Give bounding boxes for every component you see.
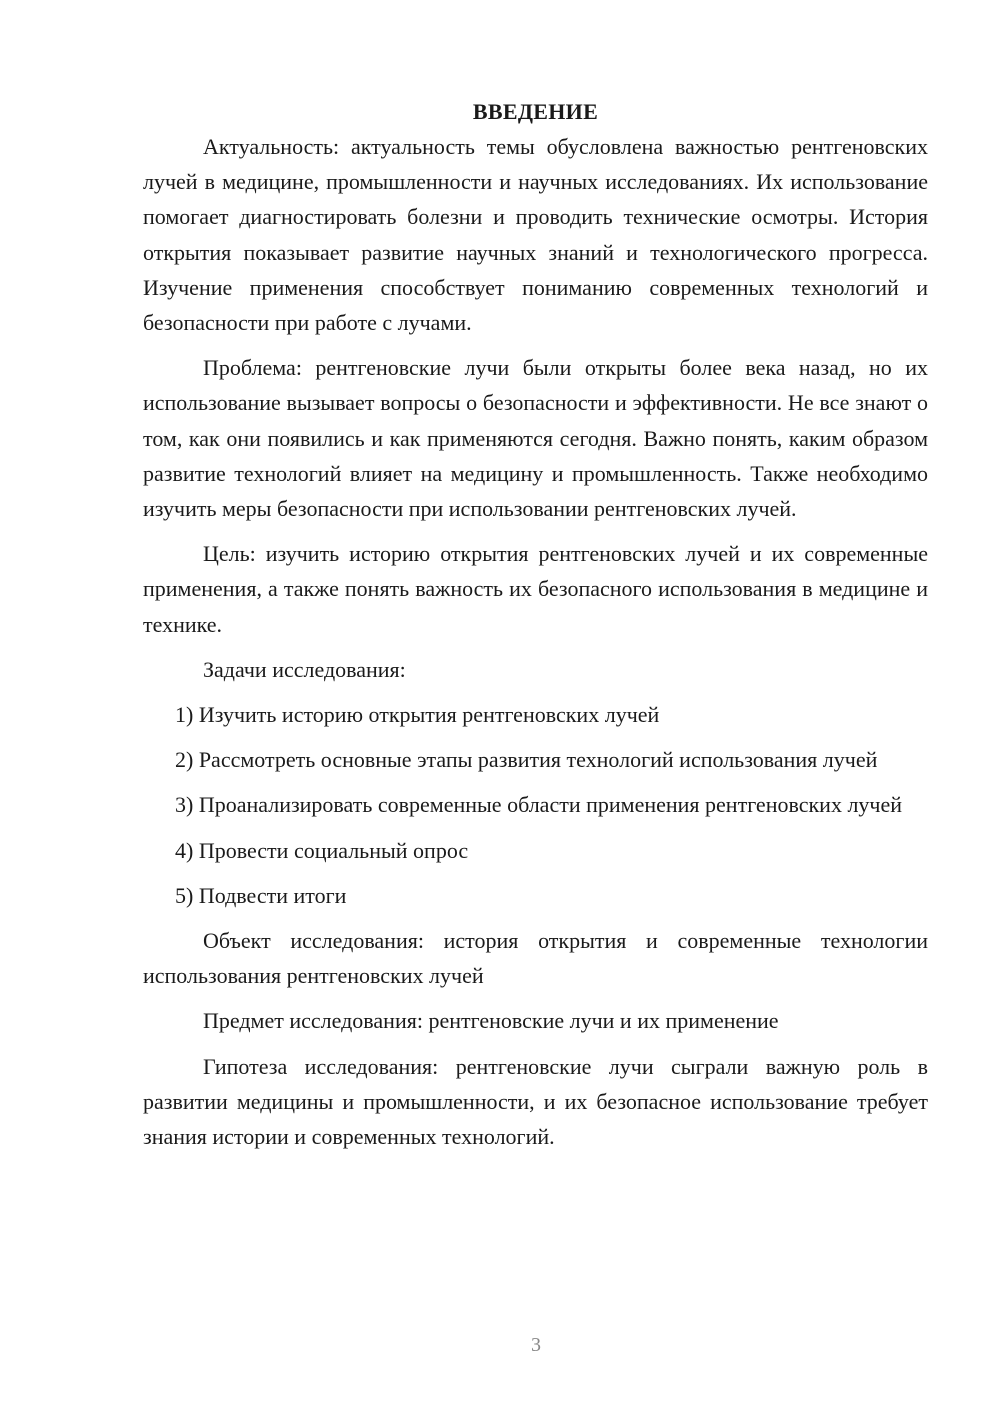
document-page <box>143 94 928 1164</box>
page-number: 3 <box>531 1334 541 1356</box>
task-item-2: 2) Рассмотреть основные этапы развития технологий использования лучей <box>175 747 878 773</box>
paragraph-hypothesis: Гипотеза исследования: рентгеновские лучи сыграли важную роль в развитии медицины и промышленности, и их безопасное использование требует знания истории и современных технологий. <box>143 1053 928 1150</box>
paragraph-subject: Предмет исследования: рентгеновские лучи и их применение <box>203 1008 779 1034</box>
task-item-3: 3) Проанализировать современные области применения рентгеновских лучей <box>175 792 903 818</box>
task-item-4: 4) Провести социальный опрос <box>175 837 469 863</box>
paragraph-tasks-heading: Задачи исследования: <box>203 656 406 682</box>
paragraph-goal: Цель: изучить историю открытия рентгеновских лучей и их современные применения, а также понять важность их безопасного использования в медицине и технике. <box>143 541 928 637</box>
task-item-5: 5) Подвести итоги <box>175 882 347 908</box>
section-heading: ВВЕДЕНИЕ <box>472 99 599 124</box>
paragraph-problem: Проблема: рентгеновские лучи были открыты более века назад, но их использование вызывает вопросы о безопасности и эффективности. Не все знают о том, как они появились и как применяются сегодня. Важно понять, каким образом развитие технологий влияет на медицину и промышленность. Также необходимо изучить меры безопасности при использовании рентгеновских лучей. <box>143 355 928 522</box>
task-item-1: 1) Изучить историю открытия рентгеновских лучей <box>175 702 660 728</box>
paragraph-object: Объект исследования: история открытия и современные технологии использования рентгеновских лучей <box>143 928 928 989</box>
paragraph-relevance: Актуальность: актуальность темы обусловлена важностью рентгеновских лучей в медицине, промышленности и научных исследованиях. Их использование помогает диагностировать болезни и проводить технические осмотры. История открытия показывает развитие научных знаний и технологического прогресса. Изучение применения способствует пониманию современных технологий и безопасности при работе с лучами. <box>143 134 928 336</box>
